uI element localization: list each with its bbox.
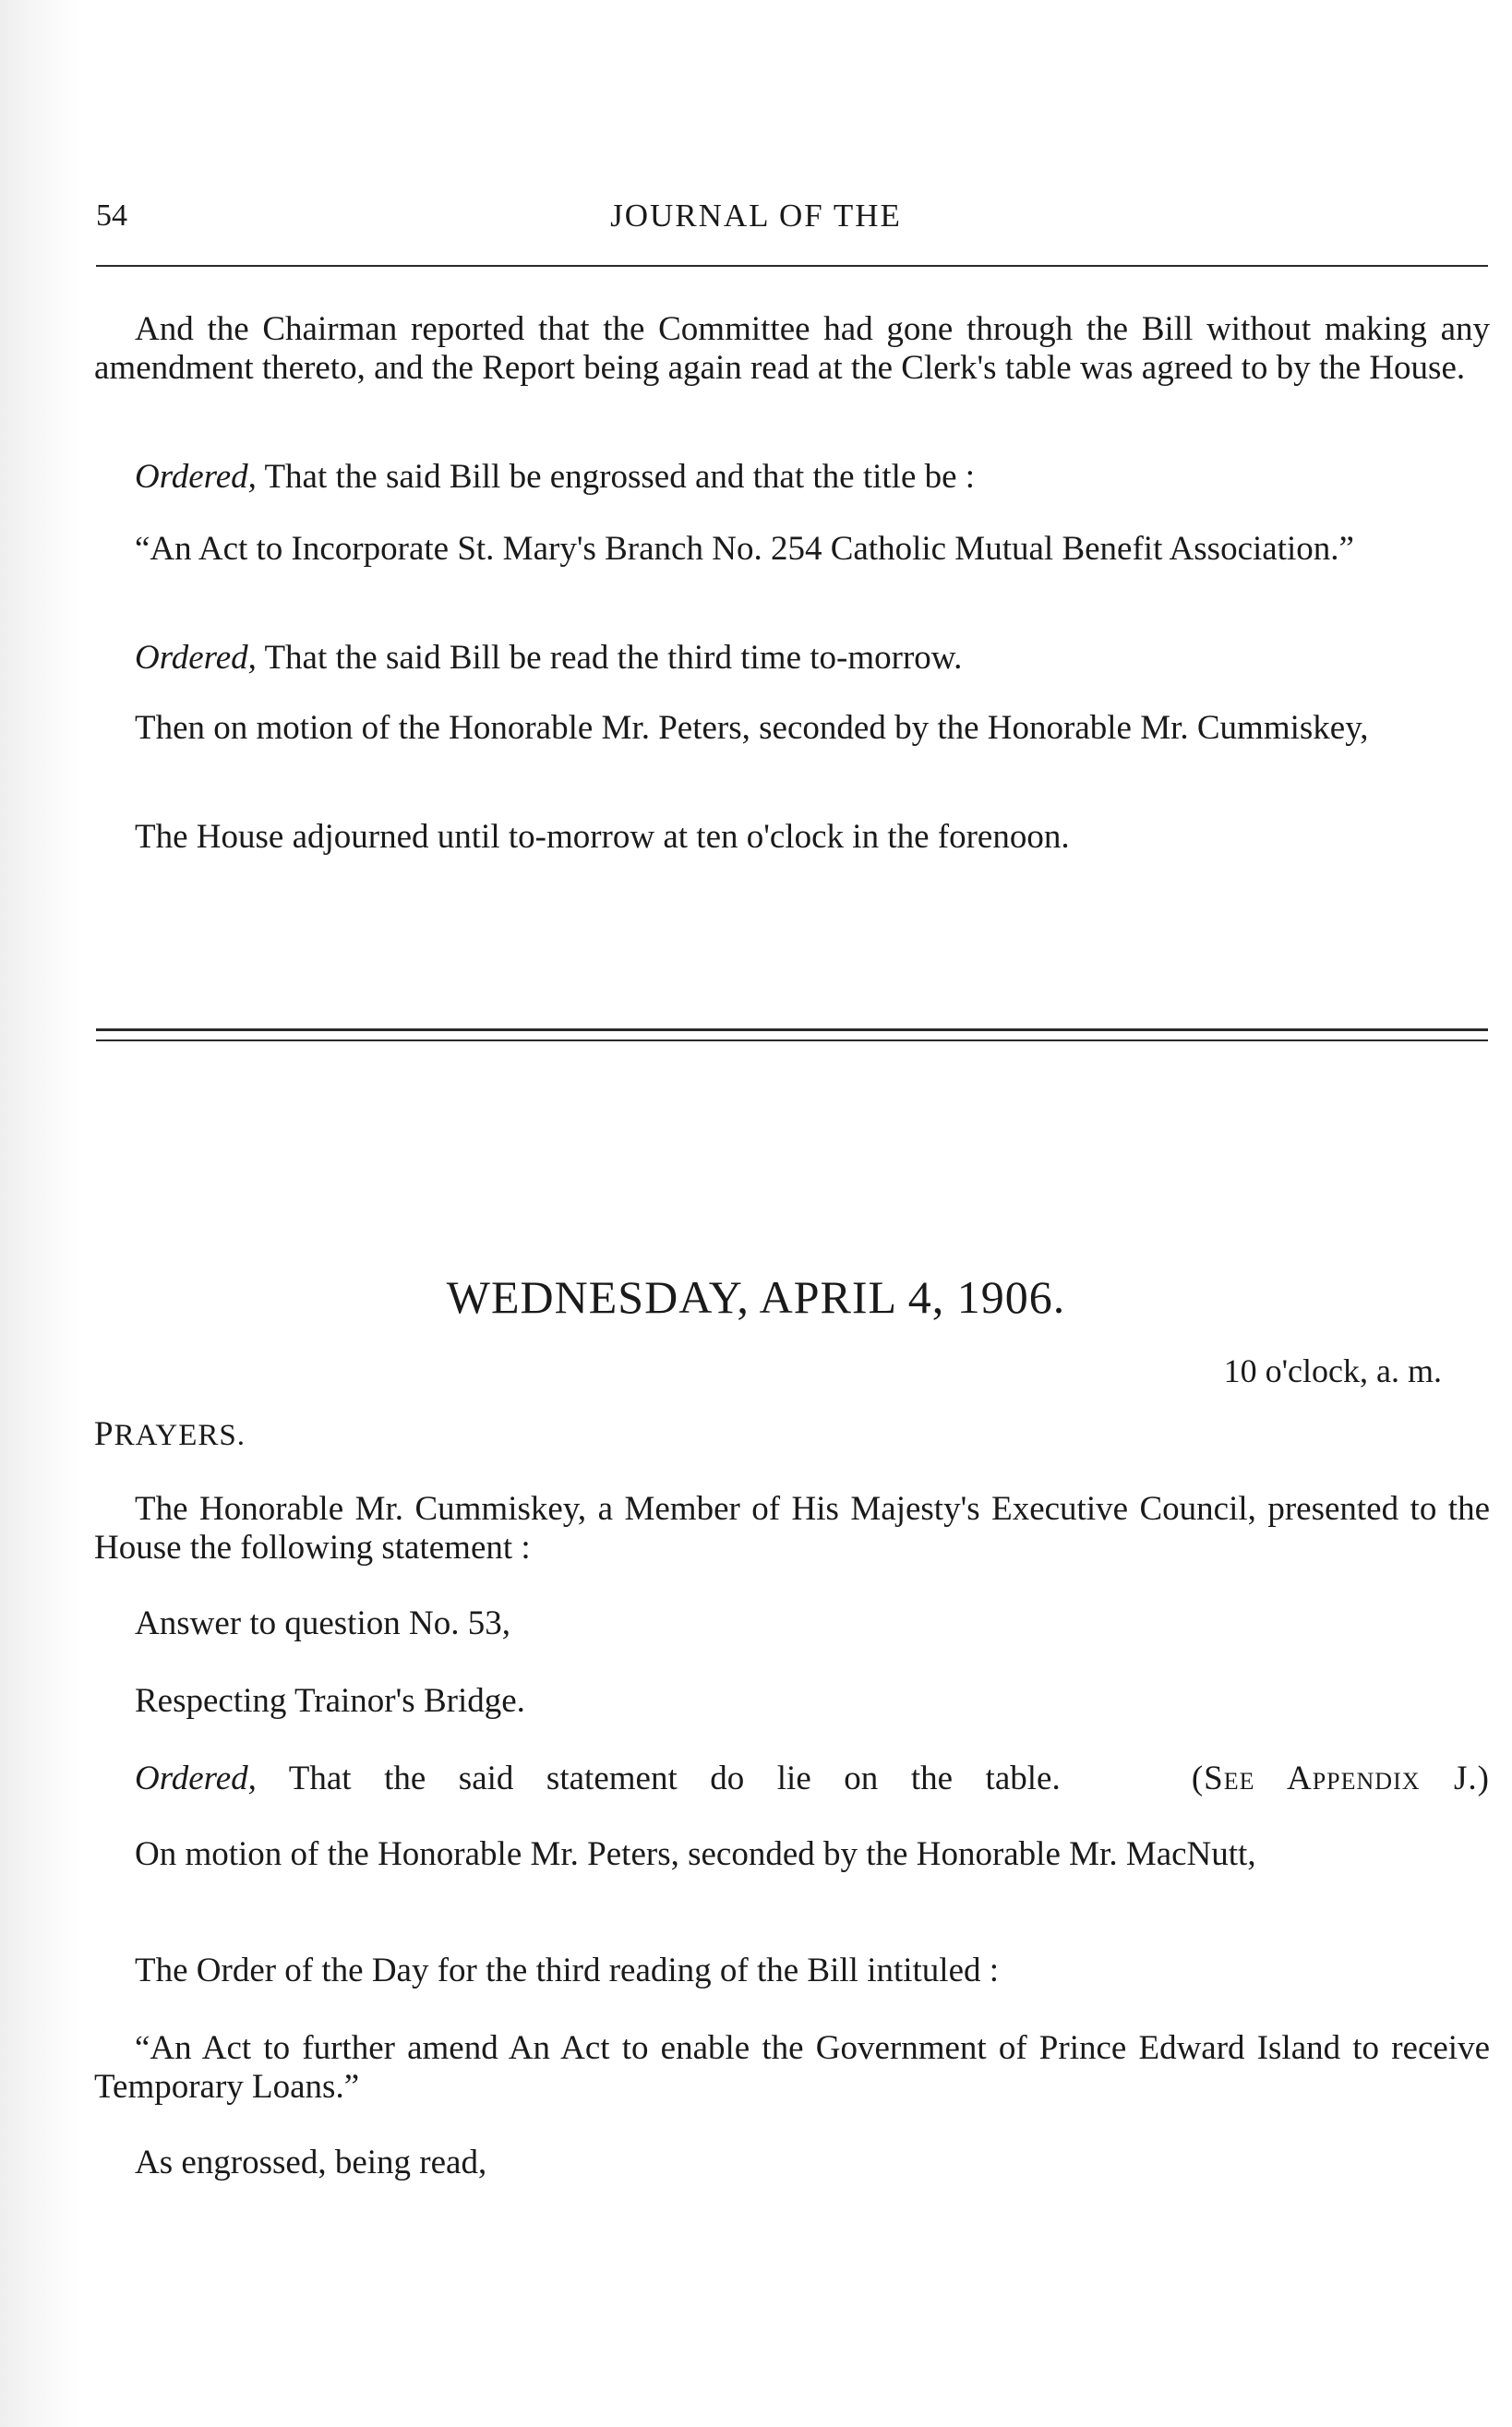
paragraph-statement-presented: The Honorable Mr. Cummiskey, a Member of His Majesty's Executive Council, presented to the House the following statement : (94, 1490, 1490, 1567)
sitting-time: 10 o'clock, a. m. (1223, 1352, 1442, 1389)
paragraph-answer-question: Answer to question No. 53, (135, 1604, 510, 1642)
page-number: 54 (96, 198, 127, 233)
paragraph-as-engrossed: As engrossed, being read, (135, 2144, 487, 2181)
ordered-text: That the said Bill be read the third time to-morrow. (256, 639, 963, 677)
running-head: JOURNAL OF THE (610, 198, 902, 234)
paragraph-house-adjourned: The House adjourned until to-morrow at ten o'clock in the forenoon. (135, 818, 1070, 856)
header-rule (96, 265, 1488, 267)
paragraph-chairman-report: And the Chairman reported that the Committee had gone through the Bill without making any amendment thereto, and the Report being again read at the Clerk's table was agreed to by the House. (94, 310, 1490, 387)
ordered-label: Ordered, (135, 458, 257, 496)
section-rule-bottom (96, 1039, 1488, 1041)
paragraph-bill-title: “An Act to Incorporate St. Mary's Branch No. 254 Catholic Mutual Benefit Association.” (135, 530, 1354, 568)
ordered-text: That the said statement do lie on the table. (256, 1760, 1061, 1797)
paragraph-ordered-third-reading (94, 639, 1490, 678)
prayers-rest: RAYERS. (114, 1419, 246, 1452)
day-heading: WEDNESDAY, APRIL 4, 1906. (446, 1271, 1066, 1323)
paragraph-motion-adjourn: Then on motion of the Honorable Mr. Peters, seconded by the Honorable Mr. Cummiskey, (135, 709, 1369, 747)
paragraph-ordered-lie-on-table (94, 1760, 1490, 1798)
paragraph-loans-bill-title: “An Act to further amend An Act to enable the Government of Prince Edward Island to receive Temporary Loans.” (94, 2029, 1490, 2106)
prayers-heading (94, 1416, 246, 1454)
ordered-text: That the said Bill be engrossed and that the title be : (256, 458, 976, 496)
paragraph-order-of-day: The Order of the Day for the third reading of the Bill intituled : (135, 1952, 1000, 1989)
section-rule-top (96, 1028, 1488, 1031)
ordered-label: Ordered, (135, 639, 257, 677)
prayers-initial: P (94, 1415, 114, 1453)
paragraph-trainors-bridge: Respecting Trainor's Bridge. (135, 1682, 525, 1720)
appendix-reference: (See Appendix J.) (1191, 1760, 1491, 1797)
paragraph-ordered-engrossed (94, 458, 1490, 497)
ordered-label: Ordered, (135, 1760, 257, 1797)
paragraph-motion-macnutt: On motion of the Honorable Mr. Peters, seconded by the Honorable Mr. MacNutt, (135, 1835, 1256, 1873)
